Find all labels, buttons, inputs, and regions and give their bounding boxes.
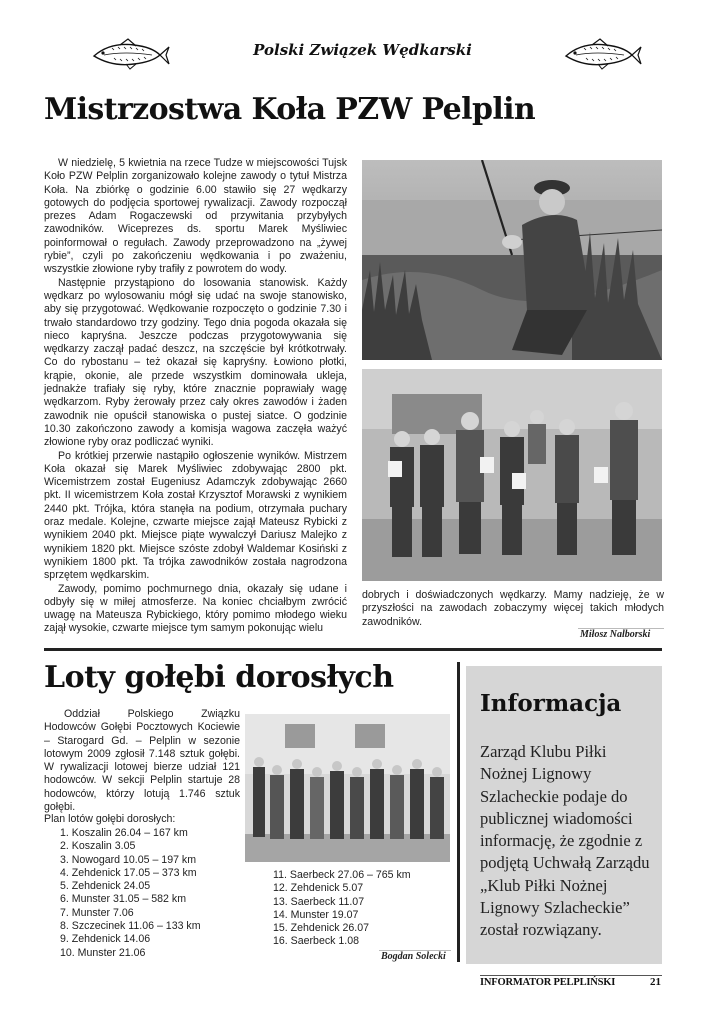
pigeon-breeders-photo	[245, 714, 450, 862]
section-divider	[44, 648, 662, 651]
paragraph: Zawody, pomimo pochmurnego dnia, okazały się udane i odbyły się w miłej atmosferze. Na koniec chciałbym zwrócić uwagę na Mateusza Rybickiego, który pomimo młodego wieku zajął wysokie, czwarte miejsce tym samym pokonując wielu	[44, 582, 347, 635]
flight-plan-list	[273, 869, 411, 949]
list-item: 13. Saerbeck 11.07	[273, 895, 365, 908]
column-divider	[457, 662, 460, 962]
list-item: 7. Munster 7.06	[60, 906, 134, 919]
header-title: Polski Związek Wędkarski	[253, 41, 472, 59]
list-item: 3. Nowogard 10.05 – 197 km	[60, 853, 197, 866]
article-author: Bogdan Solecki	[381, 951, 446, 962]
winners-group-photo	[362, 369, 662, 581]
article-title: Loty gołębi dorosłych	[44, 660, 394, 695]
angler-photo	[362, 160, 662, 360]
list-item: 5. Zehdenick 24.05	[60, 880, 151, 893]
article-body	[44, 157, 347, 636]
flight-plan-list	[60, 827, 201, 960]
list-item: 9. Zehdenick 14.06	[60, 933, 151, 946]
list-item: 6. Munster 31.05 – 582 km	[60, 893, 187, 906]
list-item: 16. Saerbeck 1.08	[273, 935, 359, 948]
flight-plan-heading: Plan lotów gołębi dorosłych:	[44, 813, 176, 825]
list-item: 1. Koszalin 26.04 – 167 km	[60, 827, 188, 839]
info-title: Informacja	[480, 690, 622, 717]
fish-icon	[90, 38, 170, 72]
footer-rule	[480, 975, 662, 976]
info-text: Zarząd Klubu Piłki Nożnej Lignowy Szlacheckie podaje do publicznej wiadomości informację, że zgodnie z podjętą Uchwałą Zarządu „Klub Piłki Nożnej Lignowy Szlacheckie” został rozwiązany.	[480, 742, 650, 940]
article-author: Miłosz Nalborski	[580, 629, 651, 640]
paragraph: Następnie przystąpiono do losowania stanowisk. Każdy wędkarz po wylosowaniu mógł się udać na swoje stanowisko, aby się przygotować. Wędkowanie rozpoczęto o godzinie 7.30 i trwało standardowo trzy godziny. Tego dnia pogoda okazała się nieco kapryśna. Jeszcze podczas przygotowywania się wędkarzy zaczął padać deszcz, na szczęście był krótkotrwały. Co do rybostanu – też okazał się kapryśny. Łowiono płotki, krąpie, okonie, ale przede wszystkim dominowała ukleja, jednakże trafiały się ryby, które znacznie poprawiały wagę wędkarzom. Ryby żerowały przez cały okres zawodów i żaden zawodnik nie opuścił stanowiska o pustej siatce. O godzinie 10.30 zakończono zawody a komisja wagowa zaczęła ważyć złowione ryby oraz podliczać wyniki.	[44, 276, 347, 449]
paragraph: W niedzielę, 5 kwietnia na rzece Tudze w miejscowości Tujsk Koło PZW Pelplin zorganizowało kolejne zawody o tytuł Mistrza Koła. Na zbiórkę o godzinie 6.00 stawiło się 27 wędkarzy gotowych do podjęcia sportowej rywalizacji. Zawody rozpoczął prezes Adam Rogaczewski od przywitania przybyłych zawodników. Wiceprezes ds. sportu Marek Myśliwiec poinformował o regułach. Zawody przeprowadzono na „żywej rybie”, czyli po zakończeniu wędkowania i po zważeniu, wszystkie złowione ryby trafiły z powrotem do wody.	[44, 157, 347, 276]
fish-icon	[562, 38, 642, 72]
list-item: 12. Zehdenick 5.07	[273, 882, 364, 895]
list-item: 10. Munster 21.06	[60, 946, 146, 959]
list-item: 2. Koszalin 3.05	[60, 840, 136, 853]
list-item: 15. Zehdenick 26.07	[273, 922, 370, 935]
paragraph: Oddział Polskiego Związku Hodowców Gołębi Pocztowych Kociewie – Starogard Gd. – Pelplin w sezonie lotowym 2009 zgłosił 7.148 sztuk gołębi. W rywalizacji lotowej bierze udział 121 hodowców. W sekcji Pelplin startuje 28 hodowców, którzy lotują 1.746 sztuk gołębi.	[44, 708, 240, 814]
paragraph: Po krótkiej przerwie nastąpiło ogłoszenie wyników. Mistrzem Koła okazał się Marek Myśliwiec zdobywając 2800 pkt. Wicemistrzem został Eugeniusz Adamczyk zdobywając 2660 pkt. II wicemistrzem Koła został Krzysztof Morawski z wynikiem 2440 pkt. Trójka, która stanęła na podium, otrzymała puchary oraz medale. Kolejne, czwarte miejsce zajął Mateusz Rybicki z wynikiem 2040 pkt. Miejsce piąte wywalczył Dariusz Malejko z wynikiem 1820 pkt. Miejsce szóste zdobył Waldemar Kosiński z wynikiem 1800 pkt. Ta trójka zawodników została nagrodzona sprzętem wędkarskim.	[44, 449, 347, 582]
article-continuation	[362, 589, 664, 629]
list-item: 14. Munster 19.07	[273, 908, 359, 921]
article-title: Mistrzostwa Koła PZW Pelplin	[44, 92, 536, 127]
publication-name: INFORMATOR PELPLIŃSKI	[480, 977, 616, 988]
paragraph: dobrych i doświadczonych wędkarzy. Mamy nadzieję, że w przyszłości na zawodach zobaczymy więcej takich młodych zawodników.	[362, 589, 664, 628]
article-body	[44, 708, 240, 814]
list-item: 11. Saerbeck 27.06 – 765 km	[273, 869, 411, 881]
list-item: 8. Szczecinek 11.06 – 133 km	[60, 920, 201, 933]
list-item: 4. Zehdenick 17.05 – 373 km	[60, 866, 197, 879]
page-number: 21	[650, 976, 661, 988]
